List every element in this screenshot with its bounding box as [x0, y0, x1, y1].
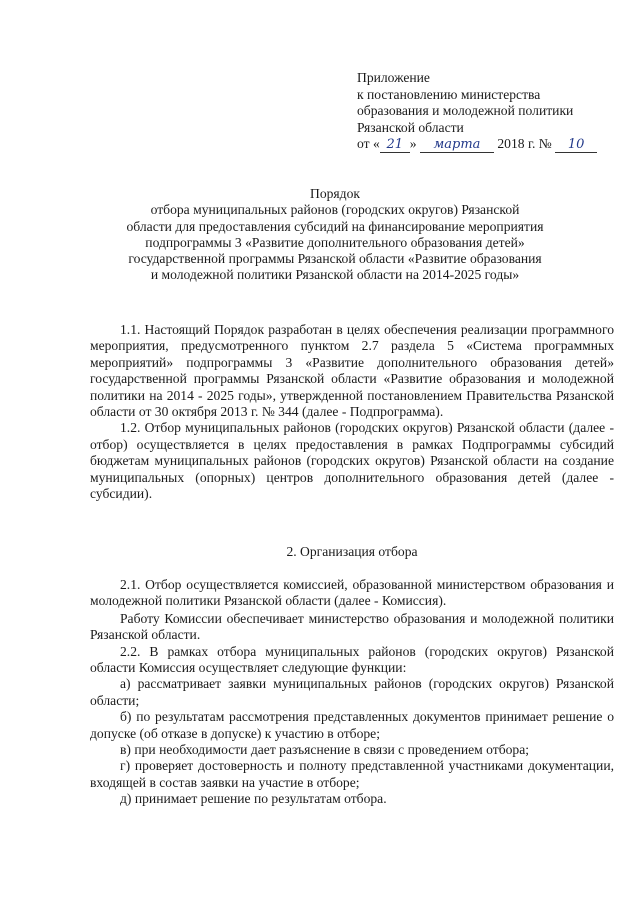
handwritten-month: марта	[420, 138, 494, 153]
section-2-title: 2. Организация отбора	[286, 544, 418, 559]
handwritten-day: 21	[380, 138, 410, 153]
date-prefix: от «	[357, 136, 380, 151]
list-item-a: а) рассматривает заявки муниципальных районов (городских округов) Рязанской области;	[90, 676, 614, 708]
appendix-line-3: образования и молодежной политики	[357, 103, 574, 118]
title-line-3: подпрограммы 3 «Развитие дополнительного образования детей»	[145, 234, 525, 250]
paragraph-2-1: 2.1. Отбор осуществляется комиссией, образованной министерством образования и молодежной политики Рязанской области (далее - Комиссия).	[90, 577, 614, 609]
list-item-c: в) при необходимости дает разъяснение в связи с проведением отбора;	[120, 742, 530, 758]
paragraph-1-2: 1.2. Отбор муниципальных районов (городских округов) Рязанской области (далее - отбор) осуществляется в целях предоставления в рамках Подпрограммы субсидий бюджетам муниципальных районов (городских округов) Рязанской области на создание муниципальных (опорных) центров дополнительного образования детей (далее - субсидии).	[90, 420, 614, 502]
title-line-2: области для предоставления субсидий на финансирование мероприятия	[126, 218, 544, 234]
paragraph-2-2: 2.2. В рамках отбора муниципальных районов (городских округов) Рязанской области Комиссия осуществляет следующие функции:	[90, 643, 614, 676]
title-heading: Порядок	[310, 186, 360, 201]
handwritten-number: 10	[555, 138, 597, 153]
list-item-d: г) проверяет достоверность и полноту представленной участниками документации, входящей в состав заявки на участие в отборе;	[90, 758, 614, 790]
section-2	[90, 577, 614, 808]
paragraph-1-1: 1.1. Настоящий Порядок разработан в целях обеспечения реализации программного мероприятия, предусмотренного пунктом 2.7 раздела 5 «Система программных мероприятий» подпрограммы 3 «Развитие дополнительного образования детей» государственной программы Рязанской области «Развитие образования и молодежной политики на 2014 - 2025 годы», утвержденной постановлением Правительства Рязанской области от 30 октября 2013 г. № 344 (далее - Подпрограмма).	[90, 322, 614, 420]
title-line-5: и молодежной политики Рязанской области на 2014-2025 годы»	[150, 267, 520, 283]
appendix-line-2: к постановлению министерства	[357, 86, 541, 102]
document-title	[60, 186, 610, 284]
title-line-4: государственной программы Рязанской области «Развитие образования	[128, 251, 542, 267]
title-line-1: отбора муниципальных районов (городских округов) Рязанской	[150, 202, 520, 218]
paragraph-2-1-work: Работу Комиссии обеспечивает министерство образования и молодежной политики Рязанской области.	[90, 610, 614, 643]
list-item-e: д) принимает решение по результатам отбора.	[120, 791, 387, 807]
year-text: 2018 г. №	[497, 136, 552, 151]
appendix-line-1: Приложение	[357, 70, 430, 85]
list-item-b: б) по результатам рассмотрения представленных документов принимает решение о допуске (об отказе в допуске) к участию в отборе;	[90, 709, 614, 741]
quote-close: »	[409, 136, 417, 151]
appendix-line-4: Рязанской области	[357, 119, 464, 135]
appendix-block	[357, 70, 627, 153]
section-1	[90, 322, 614, 502]
appendix-date-line	[357, 136, 627, 153]
